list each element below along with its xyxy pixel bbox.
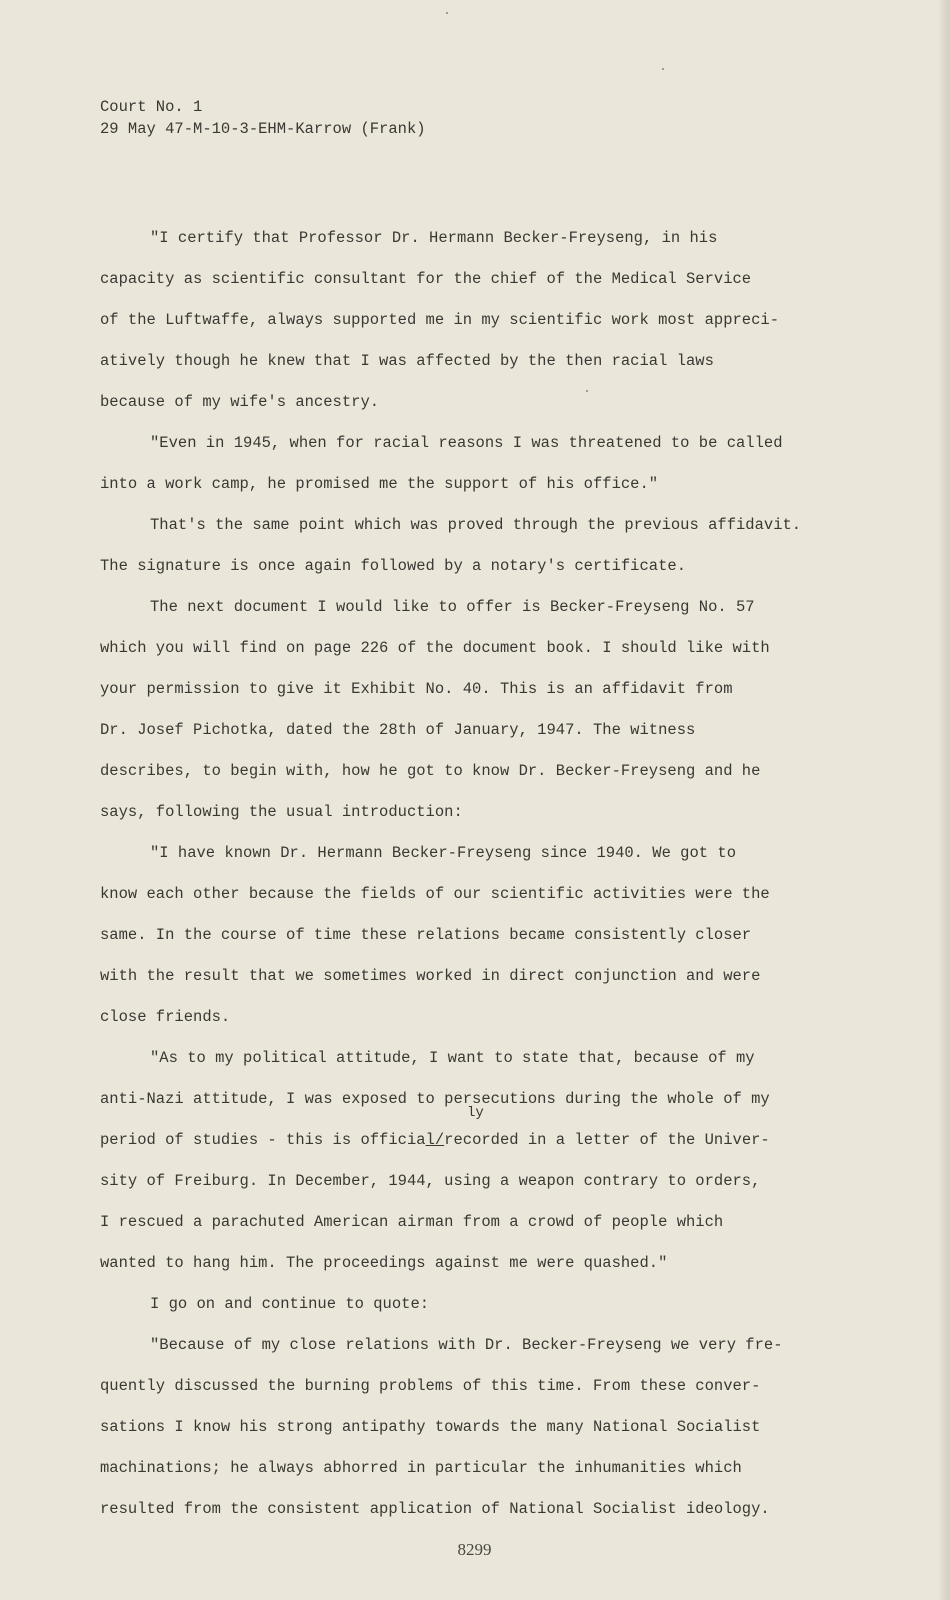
paper-speck — [662, 68, 664, 70]
text-line: capacity as scientific consultant for the chief of the Medical Service — [100, 270, 752, 288]
text-line: atively though he knew that I was affected by the then racial laws — [100, 352, 714, 370]
transcript-body — [100, 218, 848, 1530]
paper-speck — [586, 390, 588, 392]
text-segment-underlined: l/ — [425, 1131, 445, 1149]
text-line: Dr. Josef Pichotka, dated the 28th of January, 1947. The witness — [100, 721, 696, 739]
text-line: of the Luftwaffe, always supported me in my scientific work most appreci- — [100, 311, 780, 329]
text-line: The next document I would like to offer is Becker-Freyseng No. 57 — [150, 598, 755, 616]
text-line: "I have known Dr. Hermann Becker-Freyseng since 1940. We got to — [150, 844, 736, 862]
text-segment: recorded in a letter of the Univer- — [444, 1131, 770, 1149]
text-line: wanted to hang him. The proceedings against me were quashed." — [100, 1254, 668, 1272]
text-line: close friends. — [100, 1008, 231, 1026]
text-line: sity of Freiburg. In December, 1944, using a weapon contrary to orders, — [100, 1172, 761, 1190]
text-line: same. In the course of time these relations became consistently closer — [100, 926, 752, 944]
session-reference: 29 May 47-M-10-3-EHM-Karrow (Frank) — [100, 120, 426, 138]
text-line-with-interlineation — [100, 1105, 848, 1161]
text-line: "Even in 1945, when for racial reasons I was threatened to be called — [150, 434, 783, 452]
document-header — [100, 96, 426, 140]
text-line: anti-Nazi attitude, I was exposed to persecutions during the whole of my — [100, 1090, 770, 1108]
text-line: "Because of my close relations with Dr. Becker-Freyseng we very fre- — [150, 1336, 783, 1354]
paper-speck — [446, 12, 448, 14]
text-line: into a work camp, he promised me the support of his office." — [100, 475, 659, 493]
text-line: sations I know his strong antipathy towards the many National Socialist — [100, 1418, 761, 1436]
text-line: your permission to give it Exhibit No. 40. This is an affidavit from — [100, 680, 733, 698]
text-line: know each other because the fields of our scientific activities were the — [100, 885, 770, 903]
text-line: resulted from the consistent application of National Socialist ideology. — [100, 1500, 770, 1518]
text-line: I rescued a parachuted American airman from a crowd of people which — [100, 1213, 724, 1231]
court-number: Court No. 1 — [100, 98, 203, 116]
text-line: says, following the usual introduction: — [100, 803, 463, 821]
text-segment: period of studies - this is officia — [100, 1131, 426, 1149]
text-line: I go on and continue to quote: — [150, 1295, 430, 1313]
interlinear-correction: ly — [467, 1105, 484, 1121]
page-number: 8299 — [457, 1540, 492, 1559]
text-line: That's the same point which was proved through the previous affidavit. — [150, 516, 802, 534]
text-line: quently discussed the burning problems of this time. From these conver- — [100, 1377, 761, 1395]
text-line: because of my wife's ancestry. — [100, 393, 380, 411]
text-line: which you will find on page 226 of the document book. I should like with — [100, 639, 770, 657]
page-edge-shadow — [937, 0, 949, 1600]
text-line: describes, to begin with, how he got to know Dr. Becker-Freyseng and he — [100, 762, 761, 780]
text-line: "As to my political attitude, I want to state that, because of my — [150, 1049, 755, 1067]
text-line: The signature is once again followed by a notary's certificate. — [100, 557, 686, 575]
text-line: "I certify that Professor Dr. Hermann Becker-Freyseng, in his — [150, 229, 718, 247]
text-line: with the result that we sometimes worked in direct conjunction and were — [100, 967, 761, 985]
text-line: machinations; he always abhorred in particular the inhumanities which — [100, 1459, 742, 1477]
